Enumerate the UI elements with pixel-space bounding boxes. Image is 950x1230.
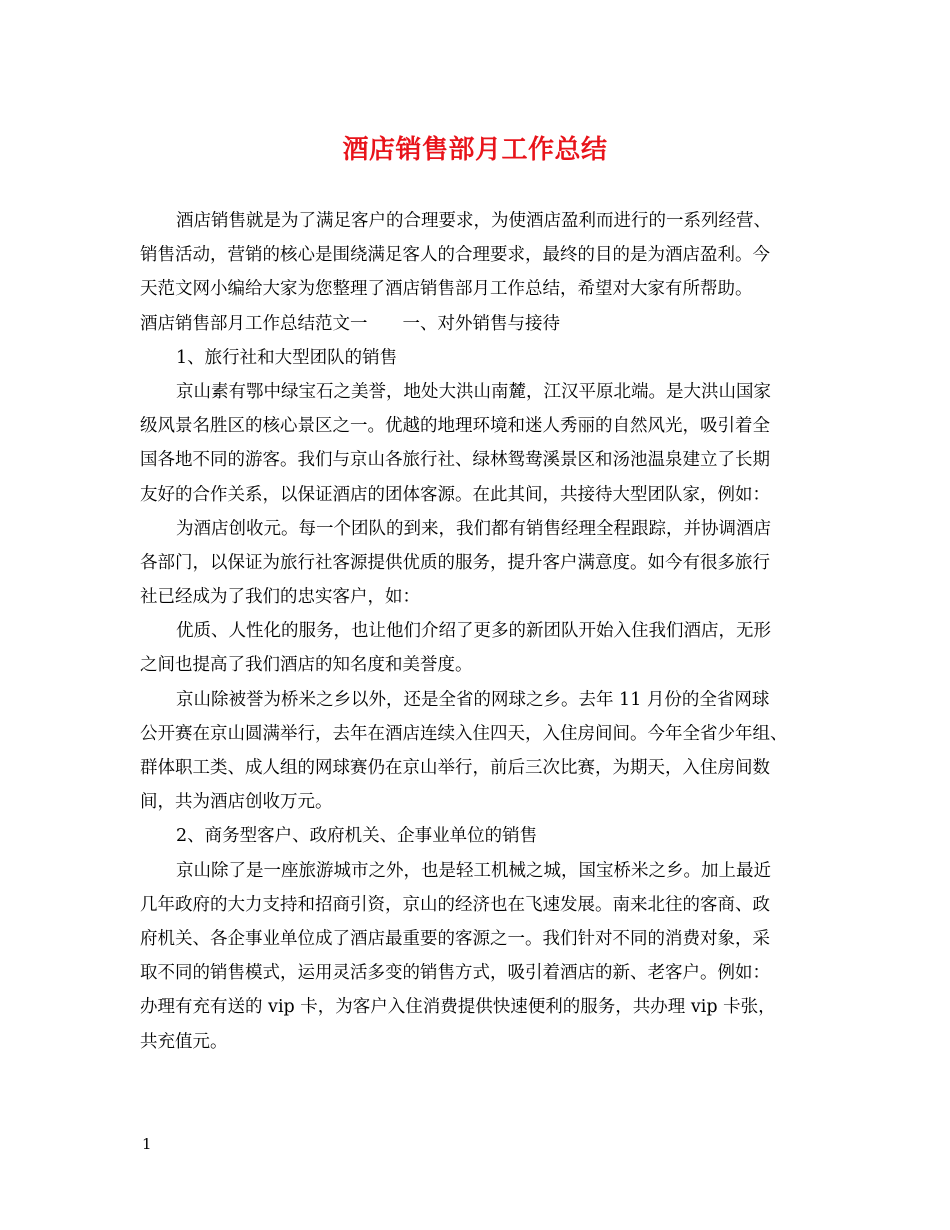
text-line: 国各地不同的游客。我们与京山各旅行社、绿林鸳鸯溪景区和汤池温泉建立了长期 xyxy=(140,450,770,471)
text-line: 京山除了是一座旅游城市之外，也是轻工机械之城，国宝桥米之乡。加上最近 xyxy=(176,860,771,881)
text-line: 共充值元。 xyxy=(140,1031,228,1052)
text-line: 酒店销售就是为了满足客户的合理要求，为使酒店盈利而进行的一系列经营、 xyxy=(176,211,771,231)
text-line: 几年政府的大力支持和招商引资，京山的经济也在飞速发展。南来北往的客商、政 xyxy=(140,894,770,915)
text-line: 京山素有鄂中绿宝石之美誉，地处大洪山南麓，江汉平原北端。是大洪山国家 xyxy=(176,381,771,402)
text-line: 办理有充有送的 vip 卡，为客户入住消费提供快速便利的服务，共办理 vip 卡张， xyxy=(140,997,776,1018)
page-number: 1 xyxy=(142,1135,152,1153)
text-line: 社已经成为了我们的忠实客户，如： xyxy=(140,587,420,608)
text-line: 群体职工类、成人组的网球赛仍在京山举行，前后三次比赛，为期天，入住房间数 xyxy=(140,758,770,778)
text-line: 优质、人性化的服务，也让他们介绍了更多的新团队开始入住我们酒店，无形 xyxy=(176,621,771,642)
text-line: 销售活动，营销的核心是围绕满足客人的合理要求，最终的目的是为酒店盈利。今 xyxy=(140,245,770,266)
document-title: 酒店销售部月工作总结 xyxy=(342,135,608,165)
text-line: 2、商务型客户、政府机关、企事业单位的销售 xyxy=(176,826,538,847)
text-line: 1、旅行社和大型团队的销售 xyxy=(176,347,398,368)
document-body xyxy=(140,204,826,1059)
text-line: 级风景名胜区的核心景区之一。优越的地理环境和迷人秀丽的自然风光，吸引着全 xyxy=(140,416,770,437)
text-line: 府机关、各企事业单位成了酒店最重要的客源之一。我们针对不同的消费对象，采 xyxy=(140,928,770,949)
text-line: 友好的合作关系，以保证酒店的团体客源。在此其间，共接待大型团队家，例如： xyxy=(140,484,770,505)
text-line: 之间也提高了我们酒店的知名度和美誉度。 xyxy=(140,655,473,676)
text-line: 酒店销售部月工作总结范文一 一、对外销售与接待 xyxy=(140,313,560,334)
text-line: 为酒店创收元。每一个团队的到来，我们都有销售经理全程跟踪，并协调酒店 xyxy=(176,518,771,539)
text-line: 各部门，以保证为旅行社客源提供优质的服务，提升客户满意度。如今有很多旅行 xyxy=(140,552,770,573)
text-line: 京山除被誉为桥米之乡以外，还是全省的网球之乡。去年 11 月份的全省网球 xyxy=(176,689,770,710)
text-line: 天范文网小编给大家为您整理了酒店销售部月工作总结，希望对大家有所帮助。 xyxy=(140,279,753,300)
text-line: 间，共为酒店创收万元。 xyxy=(140,792,333,813)
text-line: 取不同的销售模式，运用灵活多变的销售方式，吸引着酒店的新、老客户。例如： xyxy=(140,963,770,984)
text-line: 公开赛在京山圆满举行，去年在酒店连续入住四天，入住房间间。今年全省少年组、 xyxy=(140,723,788,744)
